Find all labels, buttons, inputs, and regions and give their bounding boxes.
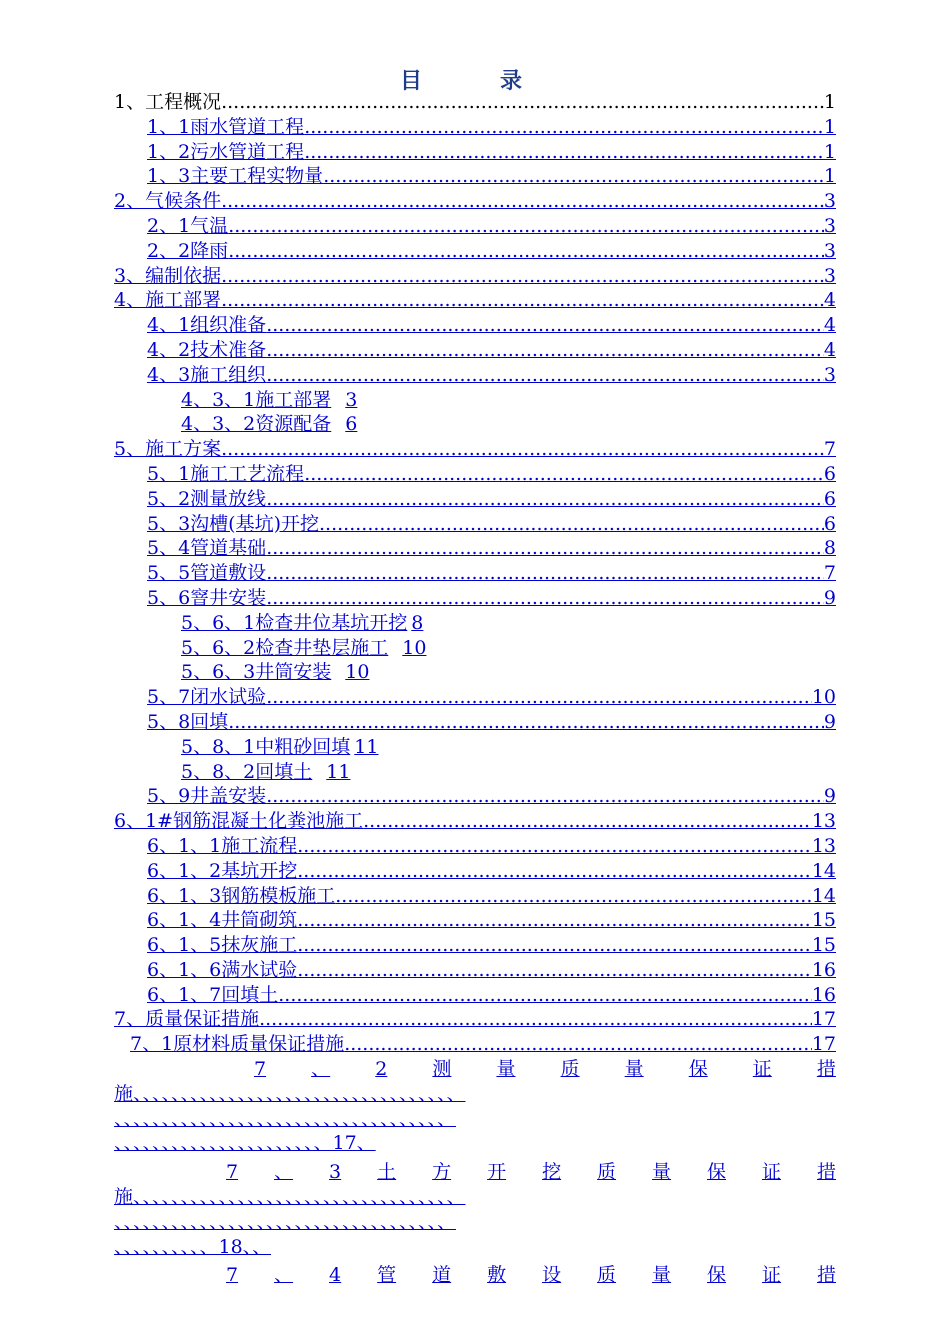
toc-wrapped-char: 3 (329, 1161, 342, 1184)
toc-entry[interactable] (114, 784, 836, 809)
toc-wrapped-continuation[interactable]: 、、、、、、、、、、18、、 (114, 1235, 272, 1258)
toc-wrapped-char: 7 (226, 1264, 239, 1287)
toc-entry-page: 1 (823, 115, 836, 138)
toc-entry[interactable] (114, 512, 836, 537)
toc-entry-label: 1、2污水管道工程 (147, 140, 305, 163)
toc-wrapped-char: 土 (377, 1161, 397, 1184)
toc-entry-label: 1、工程概况 (114, 91, 222, 113)
toc-wrapped-char: 证 (762, 1264, 782, 1287)
toc-entry (114, 90, 836, 115)
toc-entry-page: 4 (823, 338, 836, 361)
toc-entry-label: 5、8、1中粗砂回填 (181, 735, 351, 758)
toc-entry[interactable] (114, 561, 836, 586)
toc-leader-dots (221, 437, 824, 462)
toc-entry-page: 8 (823, 537, 836, 560)
toc-entry-label: 2、2降雨 (147, 239, 229, 262)
toc-wrapped-char: 量 (624, 1058, 644, 1081)
toc-entry[interactable] (114, 636, 836, 661)
toc-entry-page: 17 (811, 1008, 836, 1031)
toc-entry-page: 6 (823, 512, 836, 535)
toc-wrapped-continuation[interactable]: 施、、、、、、、、、、、、、、、、、、、、、、、、、、、、、、、、、、 (114, 1186, 466, 1209)
toc-entry-page: 3 (823, 363, 836, 386)
toc-entry-label: 4、1组织准备 (147, 314, 267, 337)
toc-entry-page: 3 (823, 239, 836, 262)
toc-leader-dots (363, 809, 812, 834)
toc-leader-dots (228, 214, 824, 239)
toc-entry-page: 10 (402, 636, 427, 659)
toc-entry-label: 5、6、2检查井垫层施工 (181, 636, 389, 659)
toc-leader-dots (278, 983, 812, 1008)
toc-entry[interactable] (114, 834, 836, 859)
toc-entry-page: 11 (354, 735, 379, 758)
toc-wrapped-char: 7 (226, 1161, 239, 1184)
toc-entry-label: 5、7闭水试验 (147, 686, 267, 709)
toc-entry-page: 10 (345, 661, 370, 684)
toc-entry[interactable] (114, 214, 836, 239)
toc-entry[interactable] (114, 462, 836, 487)
toc-wrapped-char: 保 (707, 1264, 727, 1287)
toc-entry-page: 17 (811, 1033, 836, 1056)
toc-entry-label: 6、1、6满水试验 (147, 958, 298, 981)
toc-leader-dots (221, 189, 824, 214)
toc-entry-page: 14 (811, 859, 836, 882)
toc-wrapped-char: 设 (542, 1264, 562, 1287)
toc-entry-label: 6、1、4井筒砌筑 (147, 909, 298, 932)
toc-entry[interactable] (114, 437, 836, 462)
toc-leader-dots (228, 239, 824, 264)
toc-entry-label: 5、8回填 (147, 710, 229, 733)
toc-entry[interactable] (114, 1007, 836, 1032)
toc-entry-label: 7、质量保证措施 (114, 1008, 260, 1031)
toc-entry-page: 3 (345, 388, 358, 411)
toc-wrapped-char: 测 (432, 1058, 452, 1081)
toc-entry-page: 7 (823, 438, 836, 461)
toc-entry-label: 5、6、3井筒安装 (181, 661, 332, 684)
toc-entry[interactable] (114, 1032, 836, 1057)
toc-leader-dots (297, 933, 812, 958)
toc-entry[interactable] (114, 288, 836, 313)
toc-entry-page: 9 (823, 785, 836, 808)
toc-wrapped-continuation[interactable]: 施、、、、、、、、、、、、、、、、、、、、、、、、、、、、、、、、、、 (114, 1082, 466, 1105)
toc-entry[interactable] (114, 140, 836, 165)
toc-entry-label: 4、2技术准备 (147, 338, 267, 361)
toc-title: 目 录 (399, 68, 550, 94)
toc-leader-dots (259, 1007, 812, 1032)
toc-entry[interactable] (114, 189, 836, 214)
toc-entry-page: 3 (823, 214, 836, 237)
toc-entry-page: 1 (823, 165, 836, 188)
toc-leader-dots (304, 462, 824, 487)
toc-wrapped-char: 、 (274, 1264, 294, 1287)
toc-leader-dots (266, 487, 824, 512)
toc-entry-label: 1、3主要工程实物量 (147, 165, 324, 188)
toc-entry-page: 13 (811, 834, 836, 857)
toc-entry[interactable] (114, 313, 836, 338)
toc-entry-label: 5、3沟槽(基坑)开挖 (147, 512, 320, 535)
toc-wrapped-heading[interactable] (114, 1057, 836, 1082)
toc-leader-dots (297, 958, 812, 983)
toc-leader-dots (266, 586, 824, 611)
toc-entry[interactable] (114, 859, 836, 884)
toc-leader-dots (335, 884, 812, 909)
toc-entry-page: 3 (823, 264, 836, 287)
toc-wrapped-char: 道 (432, 1264, 452, 1287)
toc-wrapped-char: 敷 (487, 1264, 507, 1287)
toc-entry-label: 4、施工部署 (114, 289, 222, 312)
toc-leader-dots (266, 338, 824, 363)
toc-wrapped-char: 开 (487, 1161, 507, 1184)
toc-wrapped-char: 量 (652, 1161, 672, 1184)
toc-entry-label: 5、5管道敷设 (147, 562, 267, 585)
toc-entry-label: 6、1、7回填土 (147, 983, 279, 1006)
toc-wrapped-continuation[interactable]: 、、、、、、、、、、、、、、、、、、、、、、、、、、、、、、、、、、、 (114, 1210, 457, 1233)
toc-wrapped-char: 证 (752, 1058, 772, 1081)
toc-entry-page: 1 (823, 91, 836, 113)
toc-entry-label: 3、编制依据 (114, 264, 222, 287)
toc-leader-dots (297, 908, 812, 933)
toc-entry-page: 6 (823, 487, 836, 510)
toc-entry[interactable] (114, 115, 836, 140)
toc-entry[interactable] (114, 660, 836, 685)
toc-entry[interactable] (114, 264, 836, 289)
toc-entry-page: 11 (326, 760, 351, 783)
toc-entry[interactable] (114, 611, 836, 636)
toc-entry-label: 5、9井盖安装 (147, 785, 267, 808)
toc-entry[interactable] (114, 536, 836, 561)
toc-wrapped-char: 、 (311, 1058, 331, 1081)
toc-wrapped-char: 质 (597, 1264, 617, 1287)
toc-entry[interactable] (114, 983, 836, 1008)
toc-leader-dots (344, 1032, 812, 1057)
toc-entry-page: 3 (823, 190, 836, 213)
toc-entry-page: 8 (411, 611, 424, 634)
toc-entry[interactable] (114, 735, 836, 760)
toc-wrapped-char: 证 (762, 1161, 782, 1184)
toc-entry[interactable] (114, 933, 836, 958)
toc-entry[interactable] (114, 586, 836, 611)
toc-entry-page: 16 (811, 958, 836, 981)
toc-entry-page: 4 (823, 314, 836, 337)
toc-wrapped-char: 量 (652, 1264, 672, 1287)
toc-entry-page: 4 (823, 289, 836, 312)
toc-entry-label: 6、1、2基坑开挖 (147, 859, 298, 882)
toc-entry-page: 6 (345, 413, 358, 436)
toc-leader-dots (266, 536, 824, 561)
toc-leader-dots (228, 710, 824, 735)
toc-entry[interactable] (114, 487, 836, 512)
toc-entry[interactable] (114, 239, 836, 264)
toc-entry-label: 6、1#钢筋混凝土化粪池施工 (114, 810, 364, 833)
toc-entry[interactable] (114, 760, 836, 785)
toc-entry-page: 9 (823, 586, 836, 609)
toc-entry[interactable] (114, 710, 836, 735)
toc-wrapped-char: 质 (597, 1161, 617, 1184)
toc-leader-dots (221, 90, 824, 115)
toc-entry-label: 6、1、1施工流程 (147, 834, 298, 857)
toc-entry-label: 6、1、5抹灰施工 (147, 934, 298, 957)
toc-entry[interactable] (114, 908, 836, 933)
toc-wrapped-continuation[interactable]: 、、、、、、、、、、、、、、、、、、、、、、、、、、、、、、、、、、、 (114, 1107, 457, 1130)
toc-entry[interactable] (114, 338, 836, 363)
toc-entry[interactable] (114, 164, 836, 189)
toc-entry-label: 6、1、3钢筋模板施工 (147, 884, 336, 907)
toc-entry-label: 4、3、1施工部署 (181, 388, 332, 411)
toc-entry[interactable] (114, 363, 836, 388)
toc-entry-page: 15 (811, 909, 836, 932)
toc-entry-page: 10 (811, 686, 836, 709)
toc-leader-dots (319, 512, 824, 537)
toc-wrapped-char: 措 (816, 1264, 836, 1287)
toc-entry[interactable] (114, 958, 836, 983)
toc-wrapped-char: 措 (816, 1058, 836, 1081)
toc-entry[interactable] (114, 685, 836, 710)
toc-entry-page: 13 (811, 810, 836, 833)
toc-entry-label: 5、8、2回填土 (181, 760, 313, 783)
toc-entry[interactable] (114, 884, 836, 909)
toc-wrapped-char: 7 (254, 1058, 267, 1081)
toc-leader-dots (266, 313, 824, 338)
toc-leader-dots (297, 859, 812, 884)
toc-leader-dots (221, 288, 824, 313)
toc-entry-page: 7 (823, 562, 836, 585)
toc-entry-label: 5、6、1检查井位基坑开挖 (181, 611, 408, 634)
toc-entry-page: 1 (823, 140, 836, 163)
toc-leader-dots (266, 685, 812, 710)
toc-wrapped-continuation[interactable]: 、、、、、、、、、、、、、、、、、、、、、、17、 (114, 1132, 376, 1155)
toc-entry-label: 2、气候条件 (114, 190, 222, 213)
toc-entry-label: 4、3施工组织 (147, 363, 267, 386)
toc-wrapped-char: 2 (375, 1058, 388, 1081)
toc-entry[interactable] (114, 809, 836, 834)
toc-leader-dots (266, 561, 824, 586)
toc-entry-page: 9 (823, 710, 836, 733)
toc-entry-label: 5、4管道基础 (147, 537, 267, 560)
toc-wrapped-char: 挖 (542, 1161, 562, 1184)
toc-wrapped-char: 量 (496, 1058, 516, 1081)
toc-entry[interactable] (114, 412, 836, 437)
toc-wrapped-heading[interactable] (114, 1263, 836, 1288)
toc-entry-label: 5、6窨井安装 (147, 586, 267, 609)
toc-entry-page: 15 (811, 934, 836, 957)
table-of-contents (114, 90, 836, 1288)
toc-entry-page: 6 (823, 462, 836, 485)
toc-wrapped-char: 质 (560, 1058, 580, 1081)
toc-entry-page: 14 (811, 884, 836, 907)
toc-wrapped-heading[interactable] (114, 1160, 836, 1185)
toc-wrapped-char: 、 (274, 1161, 294, 1184)
toc-leader-dots (304, 115, 824, 140)
toc-leader-dots (323, 164, 824, 189)
toc-wrapped-char: 保 (688, 1058, 708, 1081)
toc-entry-label: 5、2测量放线 (147, 487, 267, 510)
toc-leader-dots (221, 264, 824, 289)
toc-entry-label: 5、1施工工艺流程 (147, 462, 305, 485)
toc-entry-page: 16 (811, 983, 836, 1006)
toc-wrapped-char: 方 (432, 1161, 452, 1184)
toc-entry-label: 2、1气温 (147, 214, 229, 237)
toc-leader-dots (304, 140, 824, 165)
toc-wrapped-char: 4 (329, 1264, 342, 1287)
toc-wrapped-char: 管 (377, 1264, 397, 1287)
toc-wrapped-char: 保 (707, 1161, 727, 1184)
toc-leader-dots (297, 834, 812, 859)
toc-leader-dots (266, 363, 824, 388)
toc-entry-label: 7、1原材料质量保证措施 (130, 1033, 345, 1056)
toc-wrapped-char: 措 (816, 1161, 836, 1184)
toc-entry-label: 1、1雨水管道工程 (147, 115, 305, 138)
toc-leader-dots (266, 784, 824, 809)
toc-entry-label: 5、施工方案 (114, 438, 222, 461)
toc-entry[interactable] (114, 388, 836, 413)
toc-entry-label: 4、3、2资源配备 (181, 413, 332, 436)
